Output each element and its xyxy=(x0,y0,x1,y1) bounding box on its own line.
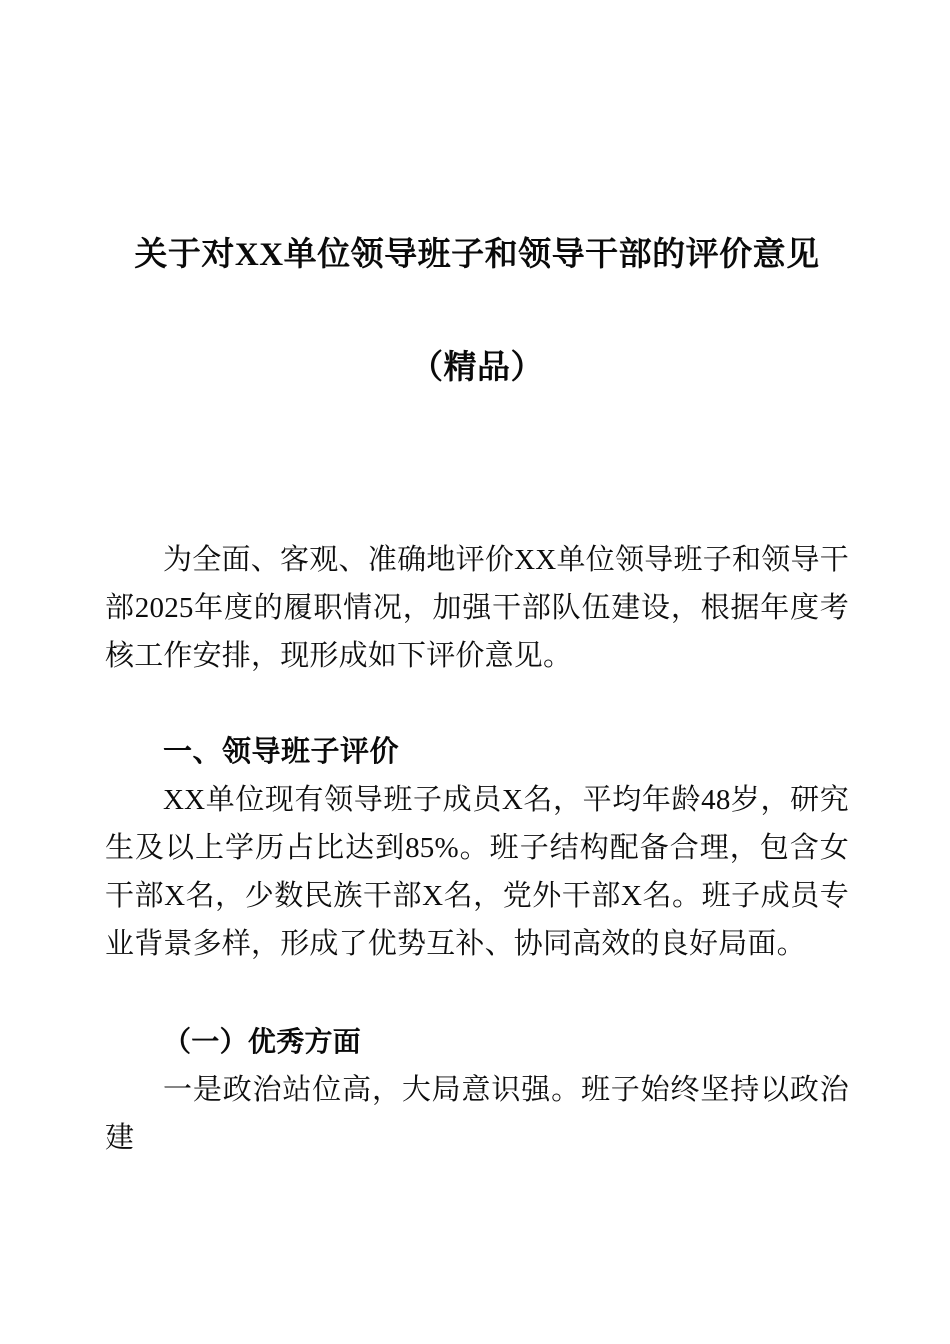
intro-paragraph: 为全面、客观、准确地评价XX单位领导班子和领导干部2025年度的履职情况，加强干部队伍建设，根据年度考核工作安排，现形成如下评价意见。 xyxy=(105,544,849,672)
section-heading-leadership-team: 一、领导班子评价 xyxy=(163,736,400,768)
document-body xyxy=(105,536,849,1162)
spacer xyxy=(105,968,849,1018)
section-1-paragraph: XX单位现有领导班子成员X名，平均年龄48岁，研究生及以上学历占比达到85%。班子结构配备合理，包含女干部X名，少数民族干部X名，党外干部X名。班子成员专业背景多样，形成了优势互补、协同高效的良好局面。 xyxy=(105,784,849,960)
subsection-1-paragraph: 一是政治站位高，大局意识强。班子始终坚持以政治建 xyxy=(105,1074,849,1154)
page-title: 关于对XX单位领导班子和领导干部的评价意见 xyxy=(134,237,820,273)
spacer xyxy=(105,680,849,728)
subsection-heading-strengths: （一）优秀方面 xyxy=(163,1026,362,1057)
page-subtitle: （精品） xyxy=(410,350,544,386)
document-content-column xyxy=(105,0,849,1344)
